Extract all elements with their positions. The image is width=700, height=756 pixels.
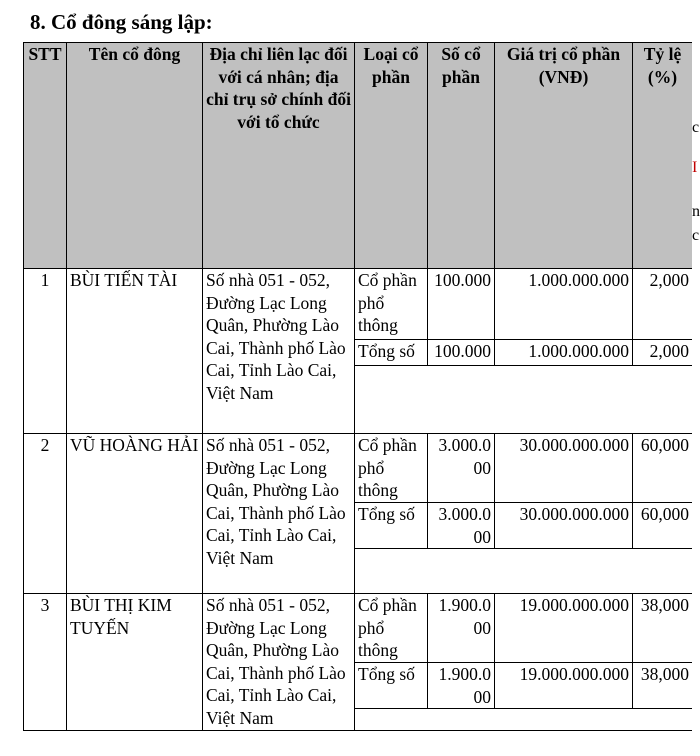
founding-shareholders-table — [23, 42, 693, 731]
cut-off-column-edge — [692, 42, 700, 756]
cell-share-value: 19.000.000.000 — [495, 594, 633, 663]
cell-total-count: 3.000.000 — [428, 503, 495, 549]
col-header-address: Địa chỉ liên lạc đối với cá nhân; địa chỉ trụ sở chính đối với tổ chức — [203, 43, 355, 269]
cell-address: Số nhà 051 - 052, Đường Lạc Long Quân, Phường Lào Cai, Thành phố Lào Cai, Tỉnh Lào Cai, Việt Nam — [203, 434, 355, 594]
cell-share-count: 1.900.000 — [428, 594, 495, 663]
cell-name: BÙI THỊ KIM TUYẾN — [67, 594, 203, 731]
empty-cell — [355, 709, 693, 731]
col-header-name: Tên cổ đông — [67, 43, 203, 269]
edge-glyph: c — [692, 119, 700, 136]
cell-total-label: Tổng số — [355, 663, 428, 709]
cell-ratio: 60,000 — [633, 434, 693, 503]
cell-total-label: Tổng số — [355, 503, 428, 549]
cell-stt: 1 — [24, 269, 67, 434]
cell-stt: 3 — [24, 594, 67, 731]
cell-share-type: Cổ phần phổ thông — [355, 594, 428, 663]
header-row — [24, 43, 693, 269]
cell-total-count: 1.900.000 — [428, 663, 495, 709]
cell-name: BÙI TIẾN TÀI — [67, 269, 203, 434]
cell-name: VŨ HOÀNG HẢI — [67, 434, 203, 594]
cell-total-label: Tổng số — [355, 340, 428, 366]
cell-address: Số nhà 051 - 052, Đường Lạc Long Quân, Phường Lào Cai, Thành phố Lào Cai, Tỉnh Lào Cai, Việt Nam — [203, 269, 355, 434]
col-header-share-type: Loại cổ phần — [355, 43, 428, 269]
cell-total-ratio: 2,000 — [633, 340, 693, 366]
cell-share-value: 30.000.000.000 — [495, 434, 633, 503]
section-heading: 8. Cổ đông sáng lập: — [30, 10, 213, 34]
cell-stt: 2 — [24, 434, 67, 594]
cell-address: Số nhà 051 - 052, Đường Lạc Long Quân, Phường Lào Cai, Thành phố Lào Cai, Tỉnh Lào Cai, Việt Nam — [203, 594, 355, 731]
edge-glyph: n — [692, 203, 700, 220]
cell-share-value: 1.000.000.000 — [495, 269, 633, 340]
cell-total-ratio: 60,000 — [633, 503, 693, 549]
cell-share-count: 3.000.000 — [428, 434, 495, 503]
table-row — [24, 434, 693, 503]
cell-total-ratio: 38,000 — [633, 663, 693, 709]
cell-total-value: 30.000.000.000 — [495, 503, 633, 549]
cell-total-value: 1.000.000.000 — [495, 340, 633, 366]
col-header-ratio: Tỷ lệ (%) — [633, 43, 693, 269]
cell-total-value: 19.000.000.000 — [495, 663, 633, 709]
col-header-share-value: Giá trị cổ phần (VNĐ) — [495, 43, 633, 269]
cell-share-count: 100.000 — [428, 269, 495, 340]
table-row — [24, 269, 693, 340]
cell-ratio: 2,000 — [633, 269, 693, 340]
col-header-stt: STT — [24, 43, 67, 269]
edge-glyph: c — [692, 227, 700, 244]
edge-glyph: I — [692, 159, 698, 176]
empty-cell — [355, 366, 693, 434]
col-header-share-count: Số cổ phần — [428, 43, 495, 269]
empty-cell — [355, 549, 693, 594]
table-row — [24, 594, 693, 663]
cell-total-count: 100.000 — [428, 340, 495, 366]
cell-share-type: Cổ phần phổ thông — [355, 269, 428, 340]
cell-ratio: 38,000 — [633, 594, 693, 663]
cell-share-type: Cổ phần phổ thông — [355, 434, 428, 503]
